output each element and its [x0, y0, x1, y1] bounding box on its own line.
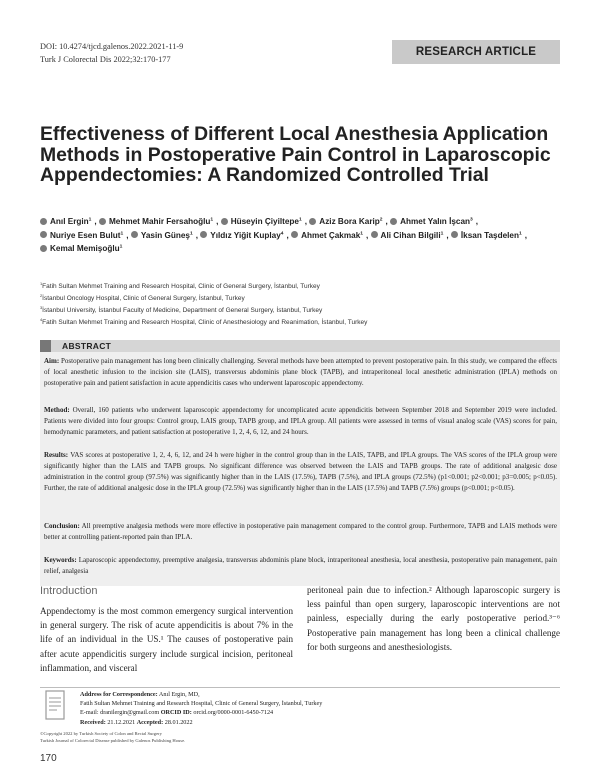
affiliation-2 — [40, 293, 560, 305]
orcid-icon[interactable] — [40, 231, 47, 238]
author-affiliation-number: 1 — [519, 230, 522, 236]
article-type-badge: RESEARCH ARTICLE — [392, 40, 560, 64]
abstract-aim — [44, 356, 557, 389]
introduction-heading: Introduction — [40, 585, 98, 597]
affiliation-number: 4 — [40, 316, 43, 322]
author-12 — [40, 244, 122, 253]
affiliation-4 — [40, 317, 560, 329]
author-affiliation-number: 2 — [379, 217, 383, 223]
author-name: İksan Taşdelen — [460, 230, 519, 240]
author-name: Ahmet Çakmak — [301, 230, 361, 240]
author-affiliation-number: 1 — [210, 217, 214, 223]
author-11 — [451, 231, 522, 240]
author-4 — [309, 217, 382, 226]
author-name: Ali Cihan Bilgili — [380, 230, 441, 240]
author-name: Mehmet Mahir Fersahoğlu — [108, 217, 211, 226]
author-affiliation-number: 1 — [440, 230, 444, 236]
author-affiliation-number: 1 — [88, 217, 92, 223]
orcid-icon[interactable] — [371, 231, 378, 238]
abstract-method — [44, 405, 557, 438]
abstract-keywords — [44, 555, 557, 577]
results-text: VAS scores at postoperative 1, 2, 4, 6, 12, and 24 h were higher in the control group than in the LAIS, TAPB, and IPLA groups. The VAS scores of the IPLA group were significantly higher than the LAIS and TAPB groups. No significant difference was observed between the LAIS and TAPB groups. The rate of additional analgesic dose administration in the control group (97.5%) was significantly higher than in the LAIS (17.5%), TAPB (7.5%), and IPLA groups (72.5%) (p1<0.001; p2<0.001; p3=0.005; p<0.05). Further, the rate of additional analgesic dose in the IPLA group (72.5%) was significantly higher than in the LAIS (17.5%) and TAPB (7.5%) groups (p<0.001; p<0.05). — [44, 451, 558, 492]
orcid-icon[interactable] — [40, 218, 47, 225]
author-2 — [99, 217, 213, 226]
correspondence-address: Fatih Sultan Mehmet Training and Research Hospital, Clinic of General Surgery, İstanbul, Turkey — [80, 700, 323, 708]
copyright-notice — [40, 731, 560, 745]
author-name: Aziz Bora Karip — [319, 217, 380, 226]
aim-text: Postoperative pain management has long been clinically challenging. Several methods have been attempted to prevent postoperative pain. In this study, we compared the effects of local anesthetic infusion to the incision site (LAIS), transversus abdominis plane block (TAPB), and intraperitoneal local anesthetic administration (IPLA) methods on postoperative pain and patient satisfaction in acute appendicitis cases who underwent laparoscopic appendectomy. — [44, 357, 557, 387]
author-name: Hüseyin Çiyiltepe — [230, 217, 299, 226]
author-affiliation-number: 4 — [280, 230, 284, 236]
orcid-icon[interactable] — [40, 245, 47, 252]
abstract-results — [44, 450, 557, 494]
affiliation-text: Fatih Sultan Mehmet Training and Research Hospital, Clinic of Anesthesiology and Reanimation, İstanbul, Turkey — [42, 318, 368, 326]
author-name: Yasin Güneş — [140, 230, 190, 240]
author-name: Ahmet Yalın İşcan — [400, 217, 471, 226]
results-label: Results: — [44, 451, 69, 459]
email-link[interactable]: drаnilergin@gmail.com — [100, 709, 160, 717]
author-name: Kemal Memişoğlu — [50, 244, 120, 253]
author-affiliation-number: 1 — [298, 217, 302, 223]
keywords-label: Keywords: — [44, 556, 77, 564]
conclusion-label: Conclusion: — [44, 522, 80, 530]
author-name: Nuriye Esen Bulut — [50, 230, 121, 240]
author-1 — [40, 217, 91, 226]
introduction-column-2: peritoneal pain due to infection.² Although laparoscopic surgery is less painful than open surgery, laparoscopic interventions are not painless, especially during the early postoperative period.³⁻⁶ Postoperative pain management has long been a clinical challenge for both surgeons and anesthesiologists. — [307, 585, 560, 652]
orcid-icon[interactable] — [200, 231, 207, 238]
author-5 — [390, 217, 473, 226]
accepted-label: Accepted: — [136, 718, 164, 726]
affiliation-text: İstanbul University, İstanbul Faculty of Medicine, Department of General Surgery, İstanbul, Turkey — [42, 306, 323, 314]
abstract-heading: ABSTRACT — [62, 341, 112, 351]
author-6 — [40, 231, 123, 240]
author-3 — [221, 217, 302, 226]
affiliation-3 — [40, 305, 560, 317]
accepted-date: 28.01.2022 — [164, 718, 193, 726]
correspondence-block — [80, 690, 560, 727]
doi: DOI: 10.4274/tjcd.galenos.2022.2021-11-9 — [40, 42, 184, 51]
author-name: Anıl Ergin — [50, 217, 89, 226]
keywords-text: Laparoscopic appendectomy, preemptive analgesia, transversus abdominis plane block, intraperitoneal anesthesia, local anesthesia, postoperative pain management, pain relief, analgesia — [44, 556, 557, 575]
author-affiliation-number: 1 — [189, 230, 193, 236]
orcid-icon[interactable] — [390, 218, 397, 225]
introduction-column-1: Appendectomy is the most common emergency surgical intervention in general surgery. The risk of acute appendicitis is about 7% in the life of an individual in the US.¹ The causes of postoperative pain after acute appendicitis surgery include surgical incision, peritoneal inflammation, and visceral — [40, 606, 293, 673]
correspondence-divider — [40, 687, 560, 688]
article-title: Effectiveness of Different Local Anesthesia Application Methods in Postoperative Pain Control in Laparoscopic Appendectomies: A Randomized Controlled Trial — [40, 123, 551, 187]
affiliation-text: İstanbul Oncology Hospital, Clinic of General Surgery, İstanbul, Turkey — [42, 294, 245, 302]
orcid-icon[interactable] — [291, 231, 298, 238]
received-date: 21.12.2021 — [107, 718, 136, 726]
correspondence-name: Anıl Ergin, MD, — [158, 691, 200, 698]
orcid-icon[interactable] — [99, 218, 106, 225]
conclusion-text: All preemptive analgesia methods were more effective in postoperative pain management compared to the control group. Furthermore, TAPB and LAIS methods were better at controlling patient-reported pain than IPLA. — [44, 522, 557, 541]
affiliation-number: 1 — [40, 280, 43, 286]
page-number: 170 — [40, 753, 57, 764]
author-10 — [371, 231, 444, 240]
author-8 — [200, 231, 283, 240]
author-affiliation-number: 3 — [470, 217, 473, 223]
correspondence-label: Address for Correspondence: — [80, 691, 158, 698]
orcid-icon[interactable] — [451, 231, 458, 238]
journal-citation: Turk J Colorectal Dis 2022;32:170-177 — [40, 55, 171, 64]
affiliation-number: 3 — [40, 304, 43, 310]
abstract-conclusion — [44, 521, 557, 543]
author-9 — [291, 231, 363, 240]
orcid-link[interactable]: orcid.org/0000-0001-6450-7124 — [193, 709, 274, 717]
envelope-icon — [44, 690, 68, 722]
author-affiliation-number: 1 — [360, 230, 363, 236]
author-name: Yıldız Yiğit Kuplay — [210, 230, 281, 240]
abstract-header-bar — [40, 340, 560, 352]
orcid-icon[interactable] — [309, 218, 316, 225]
affiliation-text: Fatih Sultan Mehmet Training and Research Hospital, Clinic of General Surgery, İstanbul, Turkey — [42, 283, 320, 290]
email-label: E-mail: — [80, 709, 99, 717]
author-affiliation-number: 1 — [120, 230, 124, 236]
aim-label: Aim: — [44, 357, 60, 365]
copyright-line-1: ©Copyright 2022 by Turkish Society of Colon and Rectal Surgery — [40, 731, 162, 736]
affiliation-1 — [40, 281, 560, 293]
copyright-line-2: Turkish Journal of Colorectal Disease published by Galenos Publishing House. — [40, 737, 186, 743]
author-7 — [131, 231, 193, 240]
author-list: Anıl Ergin$^1$ , Mehmet Mahir Fersahoğlu$^1$ , Hüseyin Çiyiltepe$^1$ , Aziz Bora Karip$^2$ , Ahmet Yalın İşcan$^3$ , Nuriye Esen Bulut$^1$ , Yasin Güneş$^1$ , Yıldız Yiğit Kuplay$^4$ , Ahmet Çakmak$^1$ , Ali Cihan Bilgili$^1$ , İksan Taşdelen$^1$ , Kemal Memişoğlu$^1$ — [40, 215, 560, 256]
received-label: Received: — [80, 718, 106, 726]
orcid-icon[interactable] — [131, 231, 138, 238]
abstract-marker — [40, 340, 51, 352]
affiliation-number: 2 — [40, 292, 43, 298]
method-text: Overall, 160 patients who underwent laparoscopic appendectomy for uncomplicated acute appendicitis between September 2018 and September 2019 were included. Patients were divided into four groups: Control group, LAIS group, TAPB group, and IPLA group. All patients were assessed in terms of visual analog scale (VAS) scores for pain, hemodynamic parameters, and patient satisfaction at postoperative 1, 2, 4, 6, 12, and 24 hours. — [44, 406, 557, 436]
author-affiliation-number: 1 — [119, 244, 123, 250]
orcid-label: ORCID ID: — [160, 709, 192, 717]
affiliations — [40, 281, 560, 329]
method-label: Method: — [44, 406, 70, 414]
orcid-icon[interactable] — [221, 218, 228, 225]
